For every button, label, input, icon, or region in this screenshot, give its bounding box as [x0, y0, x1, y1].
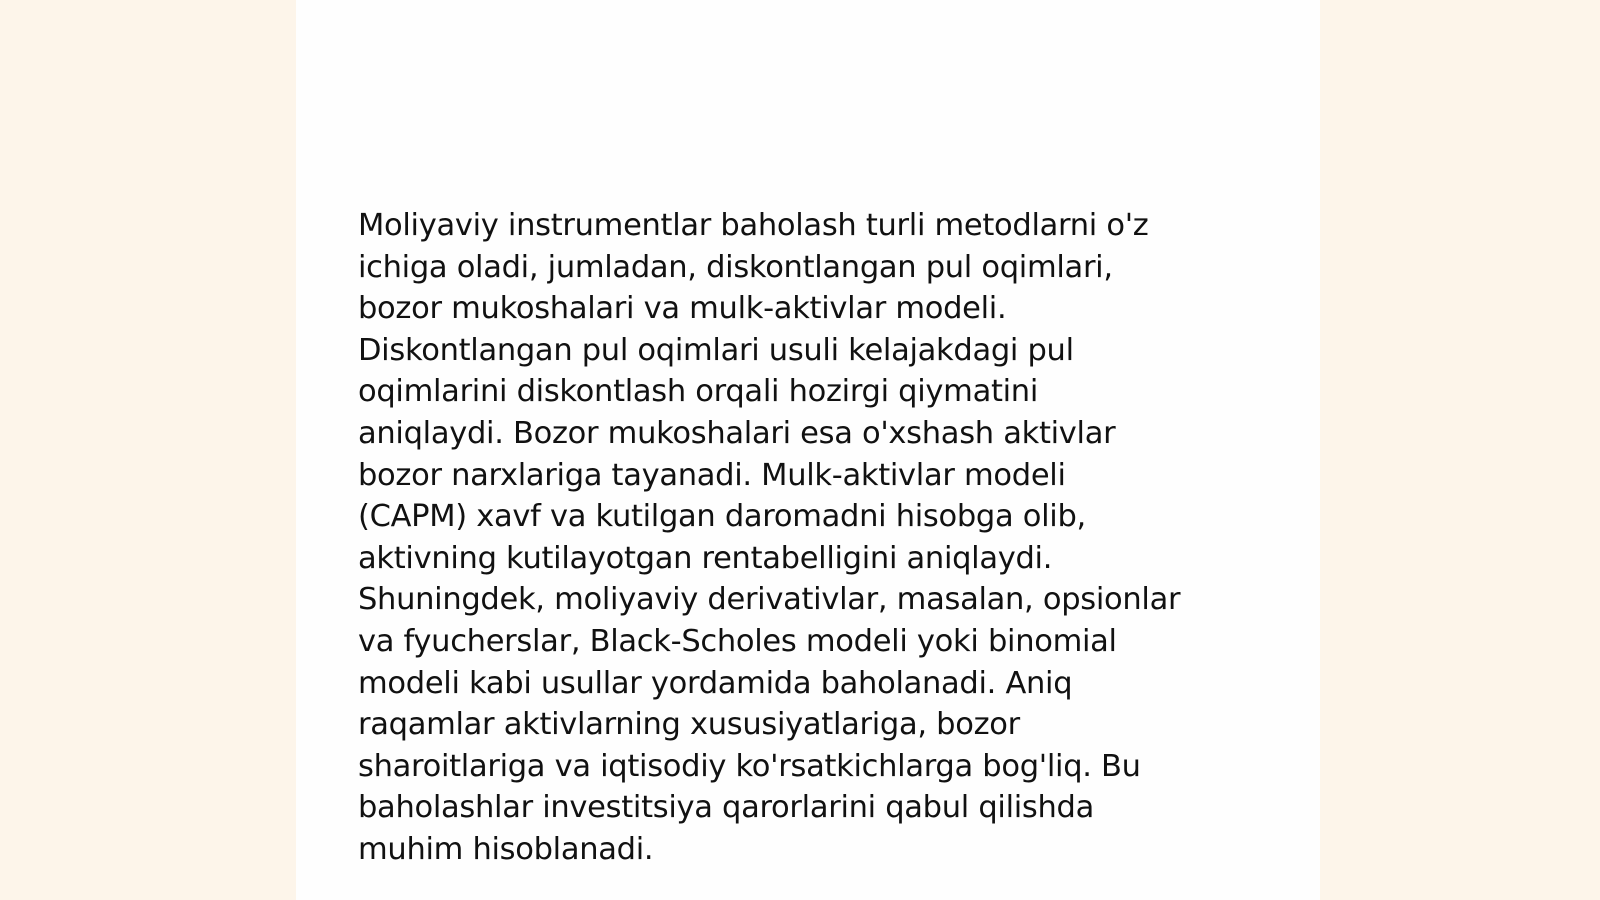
left-margin-panel: [0, 0, 296, 900]
document-page: [296, 0, 1320, 900]
right-margin-panel: [1320, 0, 1600, 900]
body-paragraph: Moliyaviy instrumentlar baholash turli metodlarni o'z ichiga oladi, jumladan, diskontlangan pul oqimlari, bozor mukoshalari va mulk-aktivlar modeli. Diskontlangan pul oqimlari usuli kelajakdagi pul oqimlarini diskontlash orqali hozirgi qiymatini aniqlaydi. Bozor mukoshalari esa o'xshash aktivlar bozor narxlariga tayanadi. Mulk-aktivlar modeli (CAPM) xavf va kutilgan daromadni hisobga olib, aktivning kutilayotgan rentabelligini aniqlaydi. Shuningdek, moliyaviy derivativlar, masalan, opsionlar va fyucherslar, Black-Scholes modeli yoki binomial modeli kabi usullar yordamida baholanadi. Aniq raqamlar aktivlarning xususiyatlariga, bozor sharoitlariga va iqtisodiy ko'rsatkichlarga bog'liq. Bu baholashlar investitsiya qarorlarini qabul qilishda muhim hisoblanadi.: [358, 208, 1181, 867]
